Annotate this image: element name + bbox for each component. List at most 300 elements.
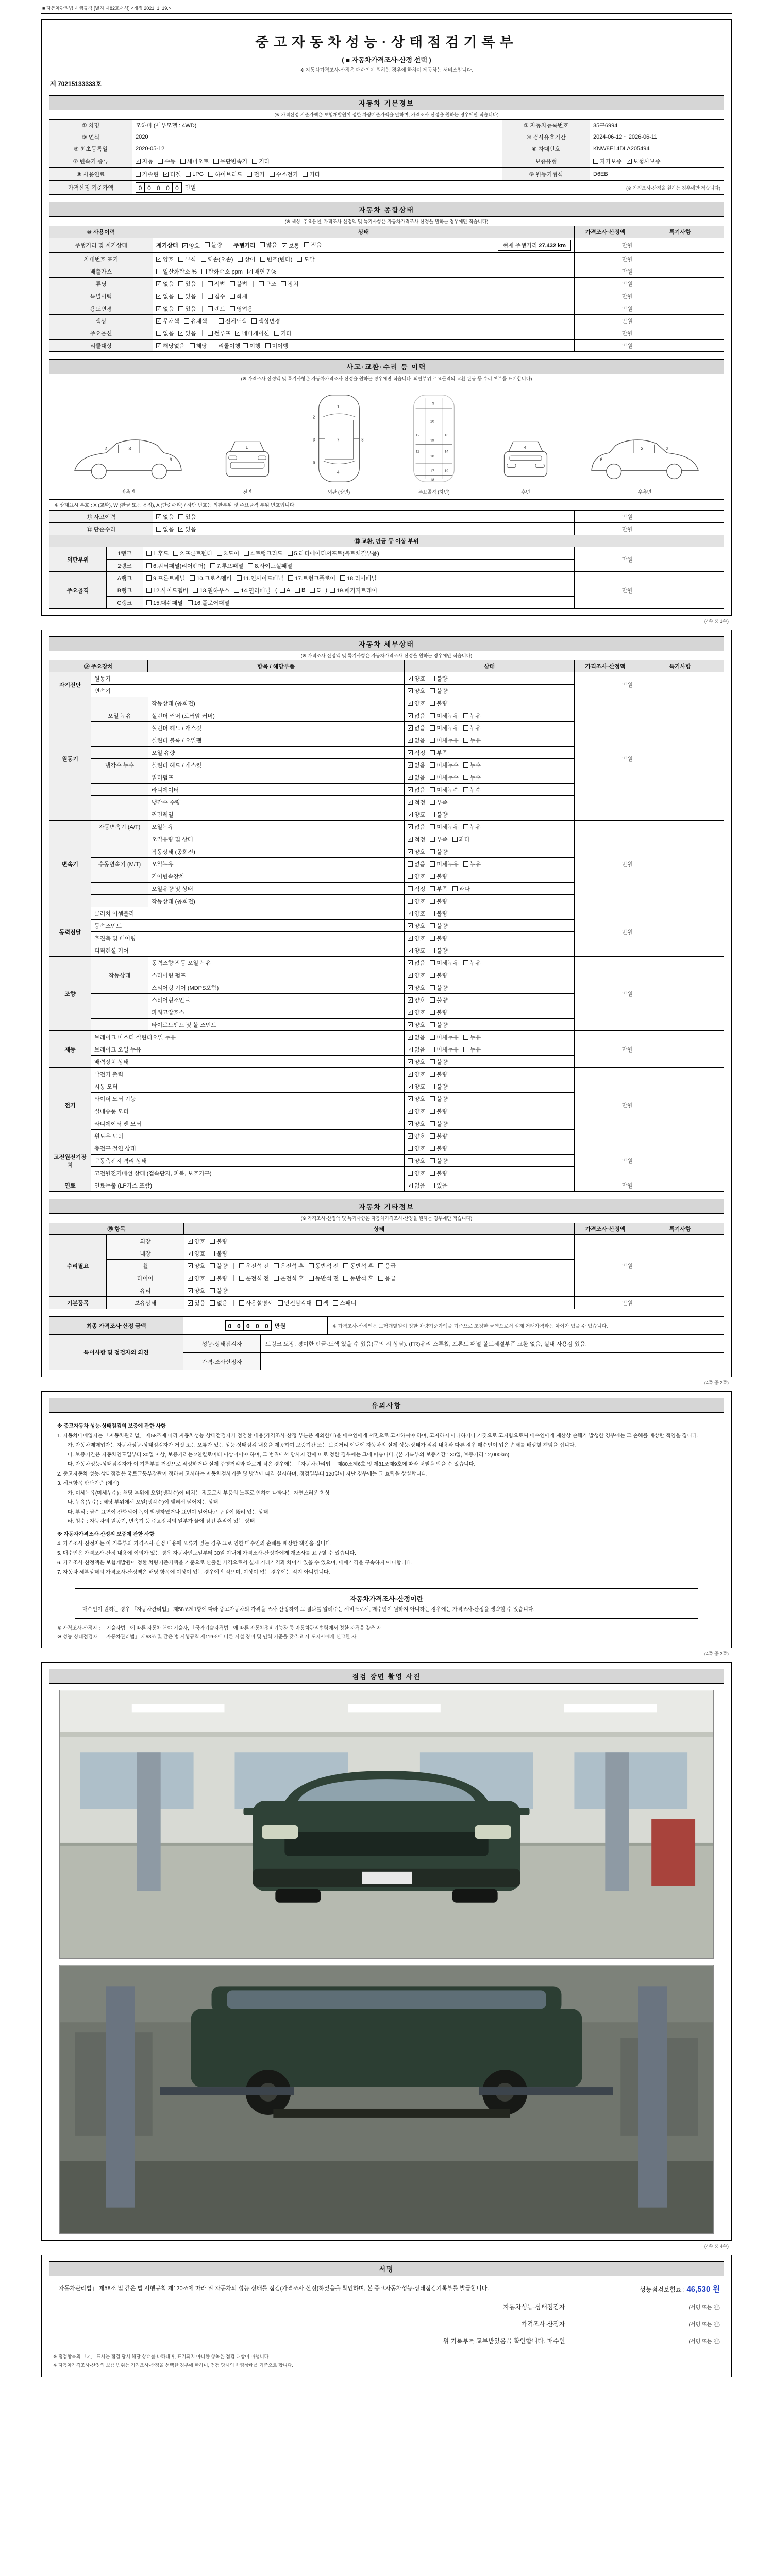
checkbox-item[interactable]: [201, 255, 233, 263]
group-note: [636, 572, 724, 608]
checkbox-item[interactable]: [430, 810, 447, 819]
checkbox-item[interactable]: [463, 786, 481, 794]
checkbox-item[interactable]: [217, 549, 239, 557]
checkbox-label: 있음: [185, 306, 196, 312]
checkbox-item[interactable]: [333, 1299, 356, 1307]
row-status: [404, 895, 574, 907]
checkbox-item[interactable]: [310, 587, 321, 594]
table-row: [91, 697, 574, 709]
checkbox-item[interactable]: [136, 170, 159, 178]
row-status: [404, 1056, 574, 1067]
page-title: 중고자동차성능·상태점검기록부: [255, 35, 518, 50]
column-header: 특기사항: [636, 1223, 724, 1234]
field-label: ① 차명: [49, 120, 132, 131]
checkbox-item[interactable]: [146, 549, 169, 557]
checkbox-item[interactable]: [430, 798, 447, 806]
checkbox-item[interactable]: [163, 170, 181, 178]
checkbox-item[interactable]: [430, 749, 447, 757]
checkbox-item[interactable]: [463, 1045, 481, 1054]
checkbox-item[interactable]: [430, 786, 459, 794]
checkbox-label: 불량: [436, 1059, 448, 1065]
checkbox-item[interactable]: [430, 922, 447, 930]
checkbox-item[interactable]: [430, 909, 447, 918]
checkbox-item[interactable]: [408, 761, 425, 769]
checkbox-box: [210, 1276, 215, 1281]
checkbox-item[interactable]: [430, 1107, 447, 1115]
checkbox-item[interactable]: [244, 549, 282, 557]
checkbox-item[interactable]: [408, 835, 425, 843]
checkbox-item[interactable]: [260, 241, 277, 249]
checkbox-item[interactable]: [408, 872, 425, 880]
group-note: [636, 821, 724, 907]
inspection-photo-lift: [59, 1965, 714, 2234]
checkbox-item[interactable]: [278, 1299, 312, 1307]
check-divider: [233, 1300, 234, 1306]
checkbox-item[interactable]: [408, 773, 425, 782]
checkbox-item[interactable]: [260, 255, 293, 263]
checkbox-item[interactable]: [408, 798, 425, 806]
checkbox-item[interactable]: [259, 280, 276, 288]
section-comprehensive-title: 자동차 종합상태: [49, 202, 724, 217]
checkbox-item[interactable]: [330, 586, 377, 595]
checkbox-item[interactable]: [280, 587, 290, 594]
checkbox-item[interactable]: [243, 342, 260, 350]
checkbox-item[interactable]: [188, 1299, 205, 1307]
checkbox-box: [463, 824, 468, 829]
checkbox-item[interactable]: [430, 724, 459, 732]
checkbox-item[interactable]: [408, 1157, 425, 1165]
checkbox-item[interactable]: [235, 329, 269, 337]
checkbox-item[interactable]: [178, 304, 196, 313]
checkbox-item[interactable]: [430, 934, 447, 942]
checkbox-label: 미세누수: [436, 787, 459, 793]
checkbox-item[interactable]: [430, 736, 459, 744]
checkbox-label: 적정: [414, 836, 426, 843]
checkbox-item[interactable]: [274, 329, 292, 337]
checkbox-box: ✓: [157, 343, 161, 348]
checkbox-item[interactable]: [188, 1262, 205, 1270]
checkbox-item[interactable]: [430, 946, 447, 955]
checkbox-item[interactable]: [430, 1058, 447, 1066]
row-price: 만원: [574, 511, 636, 522]
checkbox-item[interactable]: [156, 280, 174, 288]
checkbox-item[interactable]: [408, 810, 425, 819]
checkbox-item[interactable]: [156, 304, 174, 313]
checkbox-item[interactable]: [265, 342, 289, 350]
checkbox-item[interactable]: [408, 984, 425, 992]
checkbox-item[interactable]: [156, 267, 197, 276]
checkbox-item[interactable]: [408, 1107, 425, 1115]
checkbox-item[interactable]: [408, 823, 425, 831]
checkbox-item[interactable]: [408, 1045, 425, 1054]
checkbox-item[interactable]: [184, 317, 207, 325]
checkbox-item[interactable]: [408, 1058, 425, 1066]
checkbox-item[interactable]: [188, 1286, 205, 1295]
checkbox-item[interactable]: [188, 1249, 205, 1258]
row-status: [404, 759, 574, 771]
checkbox-item[interactable]: [156, 255, 174, 263]
checkbox-item[interactable]: [408, 736, 425, 744]
checkbox-item[interactable]: [430, 971, 447, 979]
checkbox-item[interactable]: [430, 1070, 447, 1078]
checkbox-item[interactable]: [295, 587, 305, 594]
mileage-row: [49, 238, 724, 252]
checkbox-item[interactable]: [430, 848, 447, 856]
checkbox-item[interactable]: [146, 574, 185, 582]
row-status: [404, 1179, 574, 1191]
checkbox-item[interactable]: [340, 574, 377, 582]
checkbox-item[interactable]: [210, 1237, 227, 1245]
checkbox-item[interactable]: [378, 1262, 396, 1270]
checkbox-item[interactable]: [408, 897, 425, 905]
checkbox-item[interactable]: [158, 157, 175, 165]
detail-rows: [91, 1068, 574, 1142]
checkbox-item[interactable]: [182, 242, 200, 250]
checkbox-item[interactable]: [316, 1299, 329, 1307]
signature-line[interactable]: [570, 2336, 683, 2343]
checkbox-item[interactable]: [430, 1157, 447, 1165]
base-price-digit-boxes[interactable]: [136, 182, 182, 193]
checkbox-box: [156, 331, 161, 336]
checkbox-item[interactable]: [201, 267, 243, 276]
checkbox-item[interactable]: [408, 848, 425, 856]
checkbox-item[interactable]: [219, 317, 247, 325]
checkbox-label: 누수: [469, 787, 481, 793]
row-status: [404, 845, 574, 857]
checkbox-item[interactable]: [430, 1021, 447, 1029]
checkbox-item[interactable]: [408, 946, 425, 955]
checkbox-item[interactable]: [210, 1274, 227, 1282]
checkbox-item[interactable]: [430, 687, 447, 695]
checkbox-item[interactable]: [208, 292, 225, 300]
checkbox-item[interactable]: [178, 255, 196, 263]
checkbox-item[interactable]: [309, 1262, 339, 1270]
notice-body: [49, 1413, 724, 1580]
row-label: 기어변속장치: [148, 870, 404, 882]
checkbox-item[interactable]: [463, 823, 481, 831]
checkbox-label: 구조: [265, 281, 277, 287]
checkbox-item[interactable]: [208, 329, 231, 337]
checkbox-item[interactable]: [239, 1262, 270, 1270]
row-category: [91, 747, 148, 758]
table-row: [107, 584, 574, 596]
row-label: 오일유량 및 상태: [148, 883, 404, 894]
checkbox-label: 10.크로스멤버: [196, 575, 232, 582]
checkbox-item[interactable]: [593, 157, 622, 165]
checkbox-label: 부식: [185, 256, 196, 263]
checkbox-item[interactable]: [408, 885, 425, 893]
checkbox-box: [343, 1263, 348, 1268]
checkbox-item[interactable]: [408, 959, 425, 967]
checkbox-item[interactable]: [188, 1237, 205, 1245]
row-label: 변속기: [94, 688, 111, 694]
checkbox-item[interactable]: [408, 971, 425, 979]
checkbox-item[interactable]: [288, 574, 335, 582]
checkbox-item[interactable]: [252, 157, 270, 165]
checkbox-box: ✓: [408, 1108, 412, 1114]
checkbox-item[interactable]: [146, 599, 183, 607]
checkbox-item[interactable]: [343, 1274, 374, 1282]
checkbox-item[interactable]: [430, 897, 447, 905]
field-label: ⑦ 변속기 종류: [49, 155, 132, 167]
checkbox-item[interactable]: [188, 1274, 205, 1282]
checkbox-box: [188, 600, 193, 605]
checkbox-box: [430, 812, 435, 817]
checkbox-item[interactable]: [208, 304, 225, 313]
signature-line[interactable]: [570, 2302, 683, 2309]
checkbox-item[interactable]: [430, 711, 459, 720]
checkbox-item[interactable]: [282, 242, 299, 250]
page-mark: (4쪽 중 1쪽): [704, 619, 729, 624]
checkbox-item[interactable]: [208, 280, 225, 288]
checkbox-item[interactable]: [190, 342, 207, 350]
checkbox-box: ✓: [408, 1022, 412, 1027]
notice-line: 7. 자동차 세부상태의 가격조사·산정액은 해당 항목에 이상이 있는 경우에만 적으며, 이상이 없는 경우에는 적지 아니합니다.: [57, 1569, 330, 1575]
checkbox-item[interactable]: [430, 1008, 447, 1016]
signature-line[interactable]: [570, 2319, 683, 2326]
checkbox-item[interactable]: [408, 1033, 425, 1041]
accident-history-rows: [49, 511, 724, 535]
checkbox-item[interactable]: [178, 513, 196, 521]
checkbox-item[interactable]: [408, 687, 425, 695]
svg-text:2: 2: [665, 446, 668, 451]
checkbox-item[interactable]: [156, 292, 174, 300]
checkbox-item[interactable]: [408, 860, 425, 868]
checkbox-item[interactable]: [627, 157, 661, 165]
row-note: [636, 511, 724, 522]
checkbox-label: 변조(변타): [266, 256, 293, 263]
table-row: [91, 931, 574, 944]
checkbox-item[interactable]: [210, 1262, 227, 1270]
row-label: 실린더 블록 / 오일팬: [148, 734, 404, 746]
checkbox-item[interactable]: [304, 241, 322, 249]
checkbox-item[interactable]: [210, 1249, 227, 1258]
checkbox-item[interactable]: [281, 280, 298, 288]
checkbox-item[interactable]: [430, 773, 459, 782]
checkbox-item[interactable]: [408, 996, 425, 1004]
checkbox-box: [430, 874, 435, 879]
checkbox-label: 미세누유: [436, 725, 459, 732]
checkbox-item[interactable]: [146, 586, 188, 595]
checkbox-item[interactable]: [452, 835, 470, 843]
etc-group-repair: [49, 1234, 724, 1296]
checkbox-item[interactable]: [430, 835, 447, 843]
field-label: ⑤ 최초등록일: [49, 143, 132, 155]
checkbox-box: [230, 306, 235, 311]
checkbox-item[interactable]: [156, 513, 174, 521]
row-status: [404, 672, 574, 684]
checkbox-item[interactable]: [463, 1033, 481, 1041]
checkbox-item[interactable]: [205, 241, 222, 249]
checkbox-item[interactable]: [239, 1299, 273, 1307]
checkbox-box: [430, 1109, 435, 1114]
checkbox-item[interactable]: [156, 329, 174, 337]
checkbox-label: 불량: [216, 1263, 228, 1269]
svg-text:3: 3: [128, 446, 131, 451]
checkbox-item[interactable]: [156, 342, 185, 350]
checkbox-item[interactable]: [463, 773, 481, 782]
checkbox-box: [238, 257, 243, 262]
table-row: [49, 290, 724, 302]
checkbox-item[interactable]: [430, 1181, 447, 1190]
checkbox-item[interactable]: [463, 860, 481, 868]
row-label: 추진축 및 베어링: [94, 935, 136, 942]
checkbox-item[interactable]: [239, 1274, 270, 1282]
checkbox-item[interactable]: [430, 1132, 447, 1140]
checkbox-item[interactable]: [408, 786, 425, 794]
checkbox-item[interactable]: [430, 1082, 447, 1091]
checkbox-item[interactable]: [408, 1021, 425, 1029]
group-note: [636, 1235, 724, 1296]
checkbox-item[interactable]: [274, 1274, 304, 1282]
checkbox-item[interactable]: [430, 1095, 447, 1103]
checkbox-item[interactable]: [430, 1169, 447, 1177]
checkbox-item[interactable]: [210, 562, 244, 570]
checkbox-item[interactable]: [430, 1033, 459, 1041]
checkbox-item[interactable]: [408, 1132, 425, 1140]
checkbox-item[interactable]: [408, 711, 425, 720]
checkbox-item[interactable]: [230, 304, 253, 313]
checkbox-item[interactable]: [408, 674, 425, 683]
section-etc-note: (※ 가격조사·산정액 및 특기사항은 자동차가격조사·산정을 원하는 경우에만 적습니다): [49, 1214, 724, 1223]
checkbox-item[interactable]: [408, 1120, 425, 1128]
checkbox-item[interactable]: [178, 329, 196, 337]
checkbox-item[interactable]: [303, 170, 320, 178]
checkbox-item[interactable]: [297, 255, 314, 263]
checkbox-item[interactable]: [408, 909, 425, 918]
checkbox-item[interactable]: [430, 699, 447, 707]
checkbox-item[interactable]: [430, 860, 459, 868]
final-price-digit-boxes[interactable]: [225, 1320, 272, 1331]
checkbox-box: [430, 936, 435, 941]
checkbox-item[interactable]: [408, 699, 425, 707]
checkbox-item[interactable]: [430, 1144, 447, 1153]
checkbox-item[interactable]: [430, 996, 447, 1004]
checkbox-item[interactable]: [463, 761, 481, 769]
checkbox-item[interactable]: [408, 1181, 425, 1190]
checkbox-box: [463, 787, 468, 792]
group-price: 만원: [574, 821, 636, 907]
checkbox-item[interactable]: [274, 1262, 304, 1270]
accident-history-table: [49, 511, 724, 535]
checkbox-item[interactable]: [210, 1299, 227, 1307]
check-divider: [233, 1275, 234, 1281]
checkbox-item[interactable]: [234, 586, 271, 595]
checkbox-item[interactable]: [408, 1095, 425, 1103]
checkbox-item[interactable]: [173, 549, 212, 557]
svg-text:3: 3: [641, 446, 644, 451]
sign-intro-text: 「자동차관리법」 제58조 및 같은 법 시행규칙 제120조에 따라 위 자동차의 성능·상태를 점검(가격조사·산정)하였음을 확인하며, 본 중고자동차성능·상태점검기록부를 발급합니다.: [53, 2285, 489, 2292]
row-status: [153, 278, 574, 290]
checkbox-label: 불량: [436, 1096, 448, 1103]
checkbox-item[interactable]: [186, 171, 204, 177]
checkbox-item[interactable]: [136, 157, 153, 165]
section-notice-title: 유의사항: [49, 1398, 724, 1413]
checkbox-item[interactable]: [408, 1008, 425, 1016]
checkbox-item[interactable]: [463, 724, 481, 732]
checkbox-item[interactable]: [288, 549, 379, 557]
checkbox-item[interactable]: [248, 562, 292, 570]
checkbox-item[interactable]: [193, 586, 229, 595]
checkbox-box: [260, 257, 265, 262]
signer-label: 위 기록부를 교부받았음을 확인합니다. 매수인: [443, 2337, 565, 2345]
checkbox-box: ✓: [179, 526, 183, 532]
checkbox-item[interactable]: [238, 255, 255, 263]
checkbox-item[interactable]: [188, 599, 229, 607]
checkbox-item[interactable]: [430, 1120, 447, 1128]
checkbox-box: [430, 923, 435, 928]
checkbox-item[interactable]: [251, 317, 280, 325]
checkbox-item[interactable]: [408, 934, 425, 942]
row-label: 특별이력: [49, 290, 153, 302]
checkbox-item[interactable]: [156, 317, 179, 325]
checkbox-item[interactable]: [463, 959, 481, 967]
checkbox-item[interactable]: [408, 1070, 425, 1078]
checkbox-item[interactable]: [180, 157, 209, 165]
checkbox-item[interactable]: [408, 749, 425, 757]
checkbox-item[interactable]: [408, 1082, 425, 1091]
section-etc-title: 자동차 기타정보: [49, 1199, 724, 1214]
checkbox-item[interactable]: [430, 823, 459, 831]
field-label: ③ 연식: [49, 131, 132, 143]
table-row: [91, 1117, 574, 1129]
group-label: 동력전달: [49, 907, 91, 956]
checkbox-item[interactable]: [178, 280, 196, 288]
checkbox-item[interactable]: [430, 872, 447, 880]
checkbox-label: 동반석 전: [315, 1275, 339, 1282]
checkbox-item[interactable]: [430, 674, 447, 683]
checkbox-item[interactable]: [430, 885, 447, 893]
checkbox-item[interactable]: [190, 574, 231, 582]
table-row: [91, 684, 574, 697]
checkbox-item[interactable]: [430, 1045, 459, 1054]
checkbox-item[interactable]: [270, 170, 298, 178]
checkbox-item[interactable]: [230, 292, 247, 300]
checkbox-item[interactable]: [430, 959, 459, 967]
checkbox-item[interactable]: [430, 984, 447, 992]
checkbox-item[interactable]: [230, 280, 247, 288]
checkbox-item[interactable]: [408, 1169, 425, 1177]
checkbox-item[interactable]: [408, 1144, 425, 1153]
checkbox-item[interactable]: [463, 736, 481, 744]
checkbox-item[interactable]: [247, 267, 276, 276]
checkbox-item[interactable]: [178, 525, 196, 533]
checkbox-item[interactable]: [208, 170, 242, 178]
checkbox-item[interactable]: [452, 885, 470, 893]
checkbox-item[interactable]: [408, 724, 425, 732]
checkbox-item[interactable]: [178, 292, 196, 300]
checkbox-label: 동반석 후: [350, 1263, 374, 1269]
checkbox-box: ✓: [182, 243, 187, 248]
checkbox-item[interactable]: [210, 1286, 227, 1295]
checkbox-label: 불량: [436, 675, 448, 682]
checkbox-item[interactable]: [247, 170, 264, 178]
checkbox-item[interactable]: [156, 525, 174, 533]
checkbox-item[interactable]: [430, 761, 459, 769]
checkbox-item[interactable]: [378, 1274, 396, 1282]
checkbox-label: 5.라디에이터서포트(볼트체결부품): [294, 550, 379, 557]
checkbox-item[interactable]: [213, 157, 247, 165]
checkbox-item[interactable]: [146, 562, 206, 570]
checkbox-item[interactable]: [463, 711, 481, 720]
checkbox-item[interactable]: [237, 574, 283, 582]
checkbox-item[interactable]: [343, 1262, 374, 1270]
notice-line: 4. 가격조사·산정자는 이 기록부의 가격조사·산정 내용에 오류가 있는 경우 그로 인한 매수인의 손해를 배상할 책임을 집니다.: [57, 1541, 332, 1547]
checkbox-item[interactable]: [309, 1274, 339, 1282]
checkbox-box: ✓: [408, 1009, 412, 1015]
car-diagram-frame: [404, 392, 464, 495]
checkbox-item[interactable]: [408, 922, 425, 930]
